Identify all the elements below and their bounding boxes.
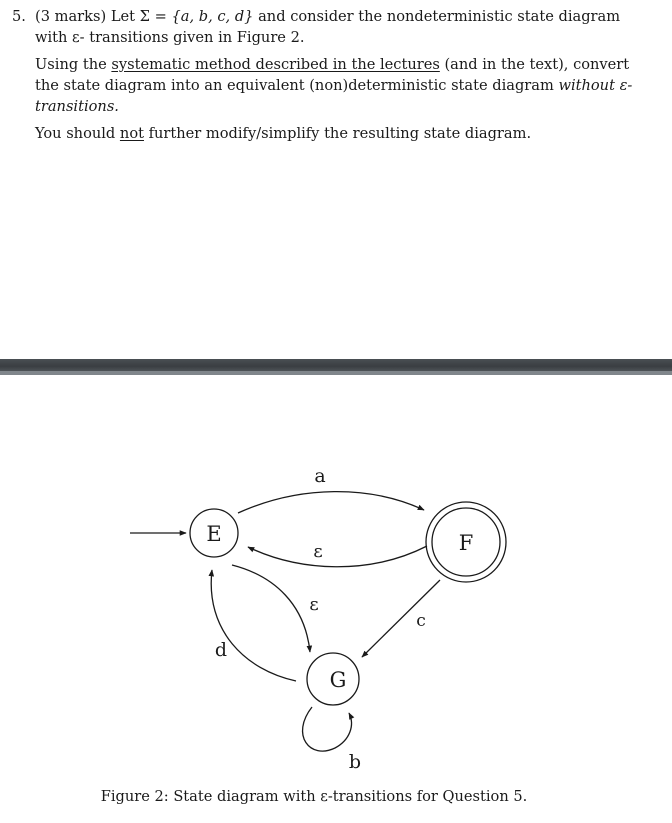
transition-g-loop xyxy=(303,707,352,751)
instruction-text-start: Using the xyxy=(35,56,107,73)
transition-g-loop-label: b xyxy=(348,751,362,773)
transition-f-e-label: ε xyxy=(313,541,323,562)
state-f xyxy=(426,502,506,582)
question-text-transitions: transitions given in Figure 2. xyxy=(89,29,305,46)
separator-band xyxy=(0,359,672,375)
instruction-emphasis: without ε-transitions. xyxy=(35,77,633,115)
transition-f-g xyxy=(362,580,440,657)
transition-g-e-label: d xyxy=(214,639,228,661)
equals-sign: = xyxy=(154,8,167,25)
question-text-let: Let xyxy=(110,8,136,25)
transition-f-e xyxy=(248,546,427,567)
instruction-text-middle: (and in the text), convert the state diagram into an equivalent (non)deterministic state diagram xyxy=(35,56,630,94)
transition-e-f xyxy=(238,492,424,513)
figure-caption: Figure 2: State diagram with ε-transitions for Question 5. xyxy=(100,788,528,805)
question-instructions xyxy=(12,54,652,144)
transition-g-e xyxy=(211,570,296,681)
note-text-end: further modify/simplify the resulting state diagram. xyxy=(148,125,532,142)
transition-e-g xyxy=(232,565,310,652)
note-paragraph xyxy=(35,123,652,144)
state-g-label: G xyxy=(329,668,347,692)
note-text-start: You should xyxy=(35,125,116,142)
transition-e-f-label: a xyxy=(314,465,326,487)
transition-f-g-label: c xyxy=(416,611,426,631)
transition-e-g-label: ε xyxy=(309,594,319,615)
question-5 xyxy=(12,6,652,144)
question-marks: (3 marks) xyxy=(35,8,107,25)
state-f-label: F xyxy=(458,531,474,555)
note-not-underlined: not xyxy=(119,125,144,142)
question-text-consider: and consider the nondeterministic state diagram with ε- xyxy=(35,8,621,46)
sigma-symbol: Σ xyxy=(139,8,150,25)
question-number: 5. xyxy=(12,8,26,25)
alphabet-set: {a, b, c, d} xyxy=(171,8,254,25)
state-e-label: E xyxy=(206,522,222,546)
state-diagram xyxy=(0,375,672,788)
systematic-method-link: systematic method described in the lectures xyxy=(111,56,440,73)
state-e xyxy=(190,509,238,557)
instruction-paragraph xyxy=(35,54,652,117)
state-g xyxy=(307,653,359,705)
